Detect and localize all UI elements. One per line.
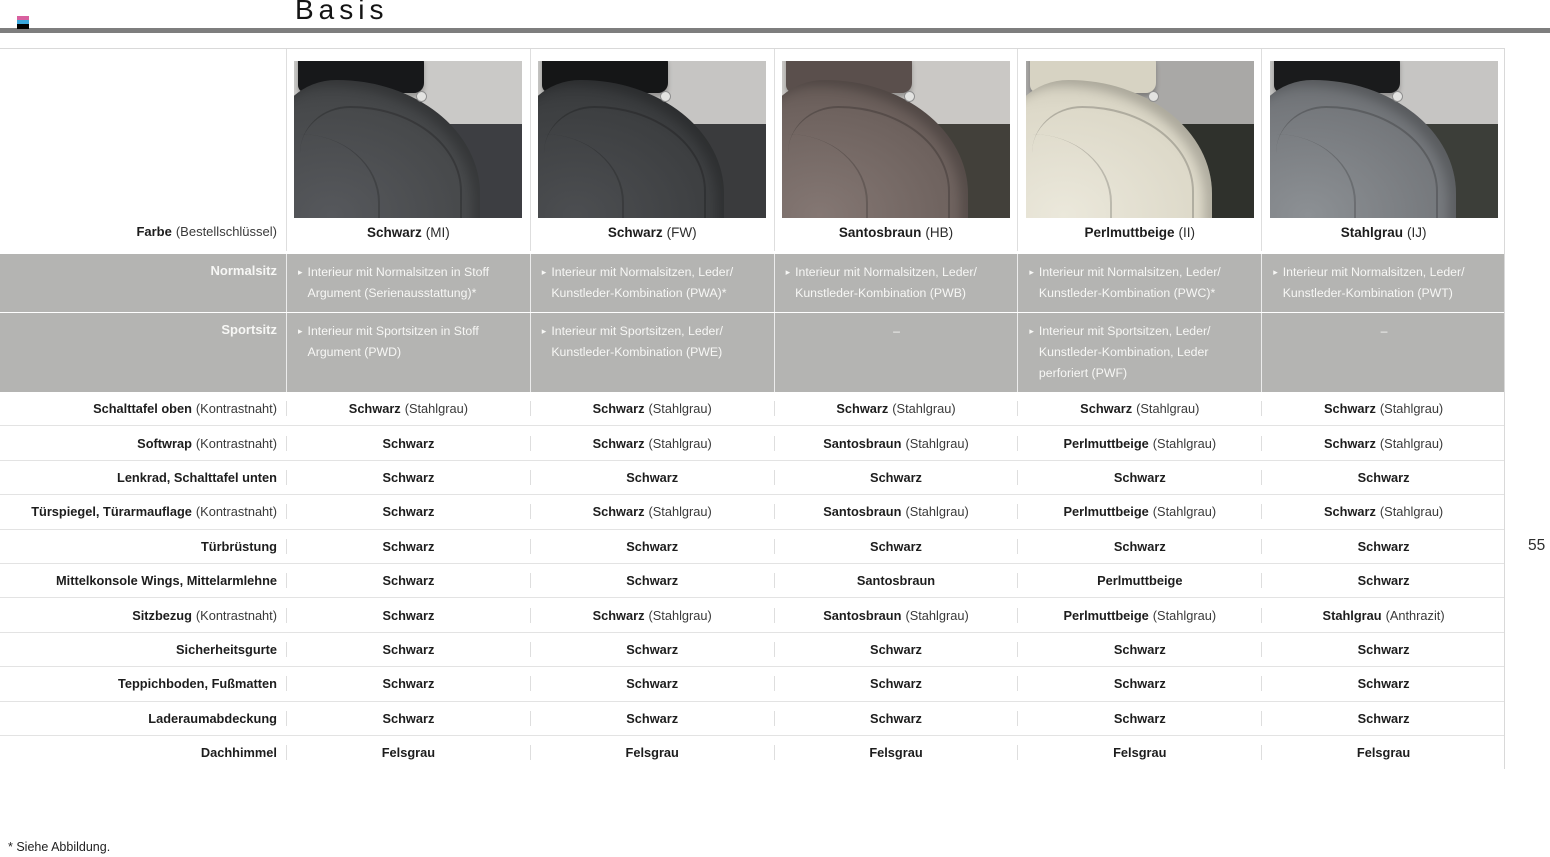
seat-photo xyxy=(782,61,1010,218)
spec-value: Felsgrau xyxy=(381,745,436,761)
spec-value: Schwarz xyxy=(870,538,922,554)
page-title: Basis xyxy=(295,0,389,25)
seat-option-text: Interieur mit Sportsitzen in Stoff Argument (PWD) xyxy=(307,324,479,359)
spec-value-cell xyxy=(286,676,530,691)
seat-photo xyxy=(1270,61,1498,218)
spec-value-cell xyxy=(286,608,530,623)
spec-value: Santosbraun xyxy=(823,607,902,623)
corner-label xyxy=(0,49,286,251)
spec-value-cell xyxy=(1017,608,1261,623)
seat-option-cell xyxy=(530,254,774,312)
spec-value-note: (Stahlgrau) xyxy=(905,435,969,451)
spec-label-note: (Kontrastnaht) xyxy=(195,607,277,623)
spec-value-cell xyxy=(1261,573,1505,588)
spec-row-label xyxy=(0,401,286,416)
spec-row xyxy=(0,392,1504,425)
spec-value-note: (Stahlgrau) xyxy=(404,401,469,417)
spec-value-cell xyxy=(774,539,1018,554)
spec-value-cell xyxy=(774,504,1018,519)
spec-row-label xyxy=(0,436,286,451)
spec-value-note: (Stahlgrau) xyxy=(1152,504,1217,520)
spec-value-cell xyxy=(286,539,530,554)
spec-value-cell xyxy=(530,539,774,554)
spec-label-bold: Laderaumabdeckung xyxy=(148,710,277,726)
spec-row xyxy=(0,666,1504,700)
spec-value: Schwarz xyxy=(382,710,435,726)
seat-option-text: Interieur mit Normalsitzen, Leder/ Kunstleder-Kombination (PWA)* xyxy=(551,265,734,300)
triangle-bullet-icon: ▸ xyxy=(1029,326,1034,336)
spec-value-cell xyxy=(774,711,1018,726)
spec-value-cell xyxy=(1017,711,1261,726)
seat-option-cell xyxy=(774,313,1018,392)
spec-value-cell xyxy=(286,711,530,726)
spec-value-cell xyxy=(1261,608,1505,623)
spec-rows xyxy=(0,392,1504,769)
spec-value-cell xyxy=(774,470,1018,485)
spec-value-cell xyxy=(530,745,774,760)
seat-option-cell xyxy=(1261,313,1505,392)
spec-value: Schwarz xyxy=(382,676,435,692)
spec-value-cell xyxy=(530,573,774,588)
spec-value: Schwarz xyxy=(1113,641,1166,657)
spec-value: Schwarz xyxy=(1357,676,1410,692)
color-code: (HB) xyxy=(925,225,954,240)
spec-value-cell xyxy=(774,401,1018,416)
seat-option-text: Interieur mit Normalsitzen, Leder/ Kunstleder-Kombination (PWB) xyxy=(795,265,977,300)
spec-label-bold: Lenkrad, Schalttafel unten xyxy=(117,469,277,485)
spec-value: Schwarz xyxy=(1357,538,1410,554)
spec-value: Schwarz xyxy=(626,676,679,692)
spec-value-cell xyxy=(1017,470,1261,485)
spec-row-label xyxy=(0,745,286,760)
row-label xyxy=(0,313,286,392)
spec-value: Schwarz xyxy=(870,641,922,657)
color-code: (IJ) xyxy=(1406,225,1427,240)
color-name: Santosbraun xyxy=(838,225,922,240)
spec-value-cell xyxy=(530,401,774,416)
spec-value: Schwarz xyxy=(382,573,435,589)
spec-value-note: (Stahlgrau) xyxy=(1379,504,1444,520)
spec-value-cell xyxy=(1261,745,1505,760)
spec-value: Schwarz xyxy=(836,401,889,417)
spec-row-label xyxy=(0,539,286,554)
spec-value: Schwarz xyxy=(870,676,922,692)
spec-value-cell xyxy=(1017,539,1261,554)
spec-value: Santosbraun xyxy=(823,435,902,451)
spec-label-bold: Sitzbezug xyxy=(132,607,192,623)
spec-value-cell xyxy=(1261,642,1505,657)
spec-value: Schwarz xyxy=(382,504,435,520)
seat-option-text: Interieur mit Sportsitzen, Leder/ Kunstleder-Kombination, Leder perforiert (PWF) xyxy=(1038,324,1211,380)
spec-value-cell xyxy=(286,504,530,519)
reg-mark-black xyxy=(17,24,29,29)
spec-value: Schwarz xyxy=(592,607,645,623)
footnote: * Siehe Abbildung. xyxy=(8,840,111,854)
spec-value-note: (Stahlgrau) xyxy=(648,607,712,623)
spec-value-cell xyxy=(286,470,530,485)
row-label-text: Sportsitz xyxy=(221,322,277,337)
spec-value-cell xyxy=(774,573,1018,588)
seat-option-text: Interieur mit Normalsitzen, Leder/ Kunstleder-Kombination (PWC)* xyxy=(1038,265,1221,300)
spec-value: Schwarz xyxy=(626,469,679,485)
spec-row xyxy=(0,529,1504,563)
header-row xyxy=(0,49,1504,251)
spec-row xyxy=(0,425,1504,459)
spec-value: Schwarz xyxy=(1323,435,1376,451)
headrest-post-icon xyxy=(1148,91,1159,102)
spec-value: Perlmuttbeige xyxy=(1063,435,1149,451)
spec-row-label xyxy=(0,676,286,691)
spec-value-cell xyxy=(530,642,774,657)
spec-value: Schwarz xyxy=(382,435,435,451)
seat-option-rows xyxy=(0,254,1504,392)
spec-value-cell xyxy=(530,436,774,451)
triangle-bullet-icon: ▸ xyxy=(298,326,303,336)
seat-option-cell xyxy=(1017,254,1261,312)
spec-value-cell xyxy=(774,745,1018,760)
spec-value: Schwarz xyxy=(870,469,922,485)
headrest-post-icon xyxy=(904,91,915,102)
spec-value: Schwarz xyxy=(382,641,435,657)
spec-value-cell xyxy=(1261,470,1505,485)
color-code: (II) xyxy=(1178,225,1196,240)
spec-value: Schwarz xyxy=(1357,573,1410,589)
spec-value-note: (Stahlgrau) xyxy=(892,401,956,417)
spec-value-cell xyxy=(774,608,1018,623)
spec-value-note: (Anthrazit) xyxy=(1385,607,1445,623)
spec-value: Schwarz xyxy=(348,401,401,417)
spec-value-note: (Stahlgrau) xyxy=(905,607,969,623)
spec-row-label xyxy=(0,470,286,485)
color-name: Perlmuttbeige xyxy=(1084,225,1175,240)
spec-value: Felsgrau xyxy=(1113,745,1167,761)
spec-value-cell xyxy=(286,401,530,416)
spec-label-note: (Kontrastnaht) xyxy=(195,401,277,417)
spec-label-bold: Softwrap xyxy=(137,435,192,451)
spec-value-cell xyxy=(1261,539,1505,554)
spec-value-note: (Stahlgrau) xyxy=(1152,607,1217,623)
spec-row-label xyxy=(0,504,286,519)
color-column-header xyxy=(286,49,530,251)
spec-row xyxy=(0,735,1504,769)
color-name: Schwarz xyxy=(607,225,663,240)
spec-value: Stahlgrau xyxy=(1322,607,1382,623)
triangle-bullet-icon: ▸ xyxy=(541,267,547,277)
color-name-label xyxy=(287,225,530,240)
spec-value-cell xyxy=(530,608,774,623)
color-name: Schwarz xyxy=(367,225,422,240)
spec-label-bold: Türspiegel, Türarmauflage xyxy=(31,504,192,520)
color-column-header xyxy=(1261,49,1505,251)
spec-row xyxy=(0,632,1504,666)
color-code: (MI) xyxy=(425,225,450,240)
spec-value: Perlmuttbeige xyxy=(1063,607,1149,623)
spec-value: Schwarz xyxy=(870,710,922,726)
color-column-header xyxy=(1017,49,1261,251)
spec-value: Schwarz xyxy=(626,641,679,657)
corner-label-note: (Bestellschlüssel) xyxy=(175,224,277,239)
spec-value: Schwarz xyxy=(592,435,645,451)
color-column-header xyxy=(530,49,774,251)
spec-value-cell xyxy=(1261,711,1505,726)
spec-value-cell xyxy=(530,711,774,726)
color-name: Stahlgrau xyxy=(1340,225,1403,240)
spec-value-cell xyxy=(774,436,1018,451)
spec-value-note: (Stahlgrau) xyxy=(1379,435,1444,451)
spec-value: Schwarz xyxy=(1113,676,1166,692)
color-name-label xyxy=(1262,225,1505,240)
interior-colors-table xyxy=(0,48,1505,769)
seat-option-row xyxy=(0,254,1504,312)
row-label-text: Normalsitz xyxy=(210,263,277,278)
spec-value-cell xyxy=(1017,642,1261,657)
spec-value-cell xyxy=(1261,676,1505,691)
spec-label-bold: Teppichboden, Fußmatten xyxy=(117,676,277,692)
spec-row xyxy=(0,701,1504,735)
seat-option-text: Interieur mit Normalsitzen in Stoff Argument (Serienausstattung)* xyxy=(307,265,490,300)
spec-value-cell xyxy=(1017,573,1261,588)
spec-value: Schwarz xyxy=(626,573,679,589)
spec-row xyxy=(0,494,1504,528)
spec-row xyxy=(0,597,1504,631)
spec-value: Schwarz xyxy=(1113,469,1166,485)
spec-row xyxy=(0,563,1504,597)
spec-value-cell xyxy=(1261,401,1505,416)
spec-value: Schwarz xyxy=(592,504,645,520)
color-name-label xyxy=(531,225,774,240)
spec-label-bold: Schalttafel oben xyxy=(93,401,192,417)
spec-value: Schwarz xyxy=(382,538,435,554)
spec-value-cell xyxy=(1261,504,1505,519)
spec-value-cell xyxy=(286,436,530,451)
spec-value-cell xyxy=(774,642,1018,657)
spec-value-note: (Stahlgrau) xyxy=(648,504,712,520)
spec-value-cell xyxy=(1017,504,1261,519)
spec-value: Santosbraun xyxy=(823,504,902,520)
spec-label-bold: Mittelkonsole Wings, Mittelarmlehne xyxy=(55,573,277,589)
spec-value: Schwarz xyxy=(382,607,435,623)
spec-value: Felsgrau xyxy=(1356,745,1411,761)
seat-option-text: – xyxy=(1380,324,1388,338)
spec-value-cell xyxy=(1017,676,1261,691)
spec-value: Schwarz xyxy=(592,401,645,417)
triangle-bullet-icon: ▸ xyxy=(785,267,791,277)
seat-photo xyxy=(538,61,766,218)
seat-option-text: – xyxy=(893,324,900,338)
spec-value-cell xyxy=(286,642,530,657)
spec-value: Schwarz xyxy=(1323,401,1376,417)
spec-value-cell xyxy=(530,504,774,519)
spec-value-note: (Stahlgrau) xyxy=(1136,401,1200,417)
spec-value-note: (Stahlgrau) xyxy=(1379,401,1444,417)
spec-value-note: (Stahlgrau) xyxy=(905,504,969,520)
spec-value: Schwarz xyxy=(1113,710,1166,726)
spec-row-label xyxy=(0,642,286,657)
spec-row-label xyxy=(0,573,286,588)
spec-value-cell xyxy=(1261,436,1505,451)
spec-label-bold: Dachhimmel xyxy=(200,745,277,761)
spec-value-note: (Stahlgrau) xyxy=(1152,435,1217,451)
spec-row-label xyxy=(0,608,286,623)
spec-value: Felsgrau xyxy=(869,745,923,761)
color-code: (FW) xyxy=(666,225,697,240)
seat-photo xyxy=(294,61,522,218)
spec-value: Schwarz xyxy=(1080,401,1133,417)
spec-value: Schwarz xyxy=(1113,538,1166,554)
triangle-bullet-icon: ▸ xyxy=(298,267,303,277)
spec-value: Schwarz xyxy=(626,710,679,726)
seat-option-row xyxy=(0,312,1504,392)
title-rule-bar xyxy=(0,28,1550,33)
spec-value: Felsgrau xyxy=(625,745,679,761)
spec-value: Schwarz xyxy=(1357,469,1410,485)
seat-option-cell xyxy=(774,254,1018,312)
color-name-label xyxy=(1018,225,1261,240)
triangle-bullet-icon: ▸ xyxy=(1029,267,1034,277)
spec-value: Schwarz xyxy=(1323,504,1376,520)
spec-value: Perlmuttbeige xyxy=(1097,573,1183,589)
spec-row-label xyxy=(0,711,286,726)
seat-photo xyxy=(1026,61,1254,218)
row-label xyxy=(0,254,286,312)
spec-value-note: (Stahlgrau) xyxy=(648,401,712,417)
spec-label-bold: Sicherheitsgurte xyxy=(176,641,277,657)
seat-option-cell xyxy=(1017,313,1261,392)
spec-value-cell xyxy=(1017,745,1261,760)
spec-value-note: (Stahlgrau) xyxy=(648,435,712,451)
triangle-bullet-icon: ▸ xyxy=(1273,267,1278,277)
spec-label-note: (Kontrastnaht) xyxy=(195,435,277,451)
spec-value: Schwarz xyxy=(382,469,435,485)
spec-row xyxy=(0,460,1504,494)
spec-value-cell xyxy=(286,745,530,760)
triangle-bullet-icon: ▸ xyxy=(541,326,547,336)
seat-option-text: Interieur mit Sportsitzen, Leder/ Kunstleder-Kombination (PWE) xyxy=(551,324,723,359)
page-number: 55 xyxy=(1528,537,1546,554)
spec-value-cell xyxy=(774,676,1018,691)
spec-value-cell xyxy=(286,573,530,588)
seat-option-cell xyxy=(530,313,774,392)
seat-option-cell xyxy=(286,254,530,312)
headrest-post-icon xyxy=(1392,91,1403,102)
spec-value-cell xyxy=(1017,436,1261,451)
spec-value-cell xyxy=(1017,401,1261,416)
color-name-label xyxy=(775,225,1018,240)
spec-value: Schwarz xyxy=(1357,641,1410,657)
spec-value: Perlmuttbeige xyxy=(1063,504,1149,520)
corner-label-bold: Farbe xyxy=(136,224,172,239)
spec-label-bold: Türbrüstung xyxy=(200,538,277,554)
seat-option-cell xyxy=(1261,254,1505,312)
color-column-header xyxy=(774,49,1018,251)
spec-label-note: (Kontrastnaht) xyxy=(195,504,277,520)
print-registration-mark-icon xyxy=(17,16,29,29)
spec-value-cell xyxy=(530,470,774,485)
spec-value: Schwarz xyxy=(626,538,679,554)
seat-option-text: Interieur mit Normalsitzen, Leder/ Kunstleder-Kombination (PWT) xyxy=(1282,265,1465,300)
spec-value-cell xyxy=(530,676,774,691)
spec-value: Schwarz xyxy=(1357,710,1410,726)
seat-option-cell xyxy=(286,313,530,392)
spec-value: Santosbraun xyxy=(856,573,936,589)
